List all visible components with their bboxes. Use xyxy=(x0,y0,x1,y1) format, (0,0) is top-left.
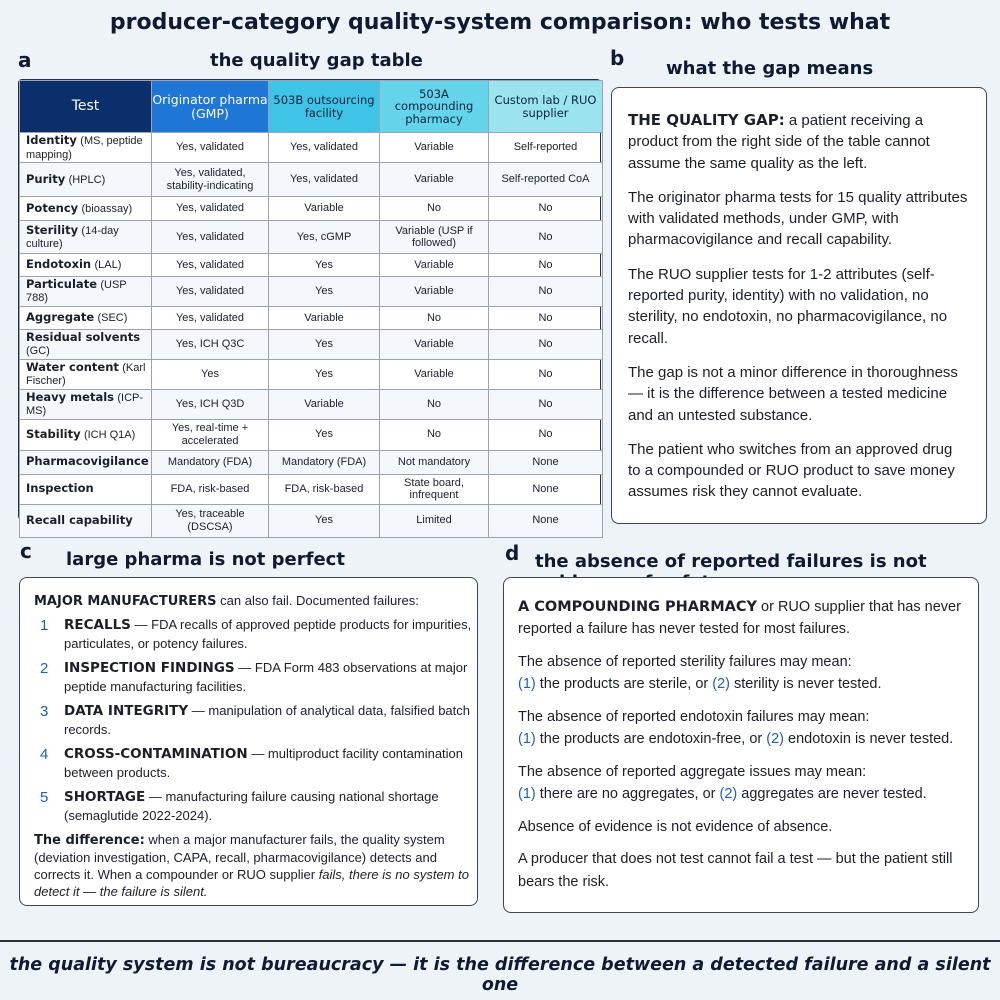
col-header-test: Test xyxy=(20,81,152,133)
table-row xyxy=(20,133,603,163)
table-cell: Yes, ICH Q3D xyxy=(152,389,269,419)
option-text: the products are endotoxin-free, or xyxy=(539,731,763,748)
panel-b-p3: The RUO supplier tests for 1-2 attributes (self-reported purity, identity) with no validation, no sterility, no endotoxin, no pharmacovigilance, no recall. xyxy=(628,265,948,347)
test-name: Aggregate xyxy=(26,310,95,325)
panel-d-final: A producer that does not test cannot fail a test — but the patient still bears the risk. xyxy=(518,851,953,890)
test-method: (Karl Fischer) xyxy=(26,361,146,388)
table-cell: Yes xyxy=(269,504,380,537)
failure-list xyxy=(34,616,474,824)
test-name: Endotoxin xyxy=(26,257,92,272)
table-cell: No xyxy=(380,197,489,221)
item-term: DATA INTEGRITY xyxy=(64,703,189,720)
test-method: (14-day culture) xyxy=(26,224,119,250)
table-cell: No xyxy=(380,389,489,419)
footer-statement: the quality system is not bureaucracy — it is the difference between a detected failure and a silent one xyxy=(9,955,991,995)
list-item xyxy=(34,616,474,652)
table-cell: No xyxy=(489,306,603,329)
table-cell: Variable xyxy=(380,163,489,197)
option-marker: (1) xyxy=(518,676,536,693)
option-text: sterility is never tested. xyxy=(734,676,882,693)
table-cell: No xyxy=(489,419,603,450)
table-cell: No xyxy=(380,419,489,450)
row-test-name xyxy=(20,221,152,254)
absence-block xyxy=(518,651,968,696)
test-method: (ICP-MS) xyxy=(26,391,144,418)
absence-line: The absence of reported endotoxin failures may mean: xyxy=(518,708,870,725)
panel-c-diff-lead: The difference: xyxy=(34,833,145,848)
item-text: — manufacturing failure causing national shortage (semaglutide 2022-2024). xyxy=(64,789,439,823)
table-row xyxy=(20,306,603,329)
test-method: (HPLC) xyxy=(68,173,106,186)
table-row xyxy=(20,389,603,419)
panel-a-heading: the quality gap table xyxy=(210,50,423,71)
table-cell: Yes, validated xyxy=(152,254,269,277)
table-cell: No xyxy=(489,197,603,221)
test-name: Particulate xyxy=(26,277,97,291)
table-row xyxy=(20,163,603,197)
table-cell: Variable xyxy=(269,197,380,221)
col-header-originator: Originator pharma (GMP) xyxy=(152,81,269,133)
option-marker: (2) xyxy=(712,676,730,693)
absence-block xyxy=(518,761,968,806)
table-cell: Variable xyxy=(380,133,489,163)
table-cell: Yes, validated xyxy=(269,163,380,197)
list-item xyxy=(34,788,474,824)
table-row xyxy=(20,277,603,307)
table-cell: Yes xyxy=(269,419,380,450)
table-cell: Yes, validated xyxy=(152,221,269,254)
panel-b-p5: The patient who switches from an approved drug to a compounded or RUO product to save money assumes risk they cannot evaluate. xyxy=(628,440,955,501)
panel-c-letter: c xyxy=(20,539,32,563)
panel-d-lead: A COMPOUNDING PHARMACY xyxy=(518,599,757,615)
row-test-name xyxy=(20,133,152,163)
item-text: — manipulation of analytical data, falsified batch records. xyxy=(64,703,470,737)
option-text: there are no aggregates, or xyxy=(539,786,716,803)
table-cell: FDA, risk-based xyxy=(269,474,380,504)
table-cell: Mandatory (FDA) xyxy=(152,450,269,474)
panel-b-letter: b xyxy=(610,46,625,70)
table-row xyxy=(20,450,603,474)
table-cell: No xyxy=(489,254,603,277)
test-name: Identity xyxy=(26,133,77,148)
option-text: aggregates are never tested. xyxy=(741,786,927,803)
panel-d-box xyxy=(503,577,979,913)
table-cell: Yes, validated xyxy=(269,133,380,163)
item-text: — multiproduct facility contamination between products. xyxy=(64,746,464,780)
table-cell: Yes, real-time + accelerated xyxy=(152,419,269,450)
panel-b-box xyxy=(611,87,987,524)
table-cell: Yes, traceable (DSCSA) xyxy=(152,504,269,537)
test-name: Water content xyxy=(26,359,119,374)
table-cell: No xyxy=(489,329,603,359)
table-row xyxy=(20,474,603,504)
table-cell: FDA, risk-based xyxy=(152,474,269,504)
row-test-name xyxy=(20,504,152,537)
table-cell: No xyxy=(489,359,603,389)
table-cell: Yes xyxy=(269,359,380,389)
panel-c-intro: can also fail. Documented failures: xyxy=(220,593,419,608)
table-cell: Self-reported xyxy=(489,133,603,163)
row-test-name xyxy=(20,306,152,329)
row-test-name xyxy=(20,163,152,197)
table-body xyxy=(20,133,603,538)
absence-block xyxy=(518,706,968,751)
table-cell: Variable xyxy=(380,359,489,389)
table-cell: Variable xyxy=(380,254,489,277)
table-cell: Limited xyxy=(380,504,489,537)
table-cell: Self-reported CoA xyxy=(489,163,603,197)
table-cell: Variable xyxy=(269,389,380,419)
test-name: Potency xyxy=(26,200,79,215)
absence-line: The absence of reported sterility failures may mean: xyxy=(518,653,852,670)
test-name: Heavy metals xyxy=(26,389,115,404)
table-cell: Mandatory (FDA) xyxy=(269,450,380,474)
table-row xyxy=(20,254,603,277)
panel-d-intro: or RUO supplier that has never reported a failure has never tested for most failures. xyxy=(518,599,961,638)
table-row xyxy=(20,504,603,537)
item-term: INSPECTION FINDINGS xyxy=(64,660,235,677)
panel-b-heading: what the gap means xyxy=(666,58,874,79)
test-name: Pharmacovigilance xyxy=(26,454,149,469)
footer-divider xyxy=(0,940,1000,942)
test-name: Purity xyxy=(26,171,66,186)
panel-c-box xyxy=(19,577,478,906)
table-cell: Variable xyxy=(380,277,489,307)
list-item xyxy=(34,745,474,781)
row-test-name xyxy=(20,254,152,277)
test-method: (MS, peptide mapping) xyxy=(26,135,143,161)
test-name: Inspection xyxy=(26,481,94,496)
table-row xyxy=(20,359,603,389)
option-text: the products are sterile, or xyxy=(539,676,709,693)
table-cell: Yes, validated xyxy=(152,277,269,307)
item-number: 3 xyxy=(40,703,49,721)
table-cell: None xyxy=(489,474,603,504)
table-cell: Yes, validated, stability-indicating xyxy=(152,163,269,197)
table-row xyxy=(20,329,603,359)
table-cell: Variable (USP if followed) xyxy=(380,221,489,254)
col-header-503a: 503A compounding pharmacy xyxy=(380,81,489,133)
panel-d-heading: the absence of reported failures is not xyxy=(535,551,927,572)
absence-line: The absence of reported aggregate issues may mean: xyxy=(518,763,867,780)
quality-gap-table xyxy=(18,79,601,533)
option-marker: (1) xyxy=(518,731,536,748)
option-marker: (2) xyxy=(719,786,738,803)
test-method: (LAL) xyxy=(94,259,122,272)
table-cell: Yes xyxy=(269,254,380,277)
row-test-name xyxy=(20,389,152,419)
item-term: SHORTAGE xyxy=(64,789,146,806)
table-cell: State board, infrequent xyxy=(380,474,489,504)
table-cell: No xyxy=(489,389,603,419)
panel-c-lead: MAJOR MANUFACTURERS xyxy=(34,594,217,609)
item-term: CROSS-CONTAMINATION xyxy=(64,746,248,763)
test-name: Residual solvents xyxy=(26,329,141,344)
absence-blocks xyxy=(518,651,968,806)
table-cell: Yes, validated xyxy=(152,133,269,163)
table-cell: No xyxy=(489,221,603,254)
table-cell: Yes xyxy=(152,359,269,389)
panel-c-diff-italic: fails, there is no system to detect it — the failure is silent. xyxy=(34,867,469,900)
list-item xyxy=(34,659,474,695)
test-name: Recall capability xyxy=(26,512,133,527)
table-row xyxy=(20,419,603,450)
panel-d-absence: Absence of evidence is not evidence of absence. xyxy=(518,818,833,835)
panel-b-p1: a patient receiving a product from the right side of the table cannot assume the same quality as the left. xyxy=(628,112,930,172)
table-cell: Yes, validated xyxy=(152,306,269,329)
table-cell: Yes, ICH Q3C xyxy=(152,329,269,359)
table-cell: No xyxy=(380,306,489,329)
test-method: (ICH Q1A) xyxy=(83,428,136,441)
test-name: Sterility xyxy=(26,222,79,237)
option-marker: (1) xyxy=(518,786,536,803)
table-row xyxy=(20,197,603,221)
row-test-name xyxy=(20,474,152,504)
table-cell: Yes, validated xyxy=(152,197,269,221)
table-cell: Yes xyxy=(269,277,380,307)
table-cell: Yes, cGMP xyxy=(269,221,380,254)
item-number: 4 xyxy=(40,746,49,764)
table-cell: Yes xyxy=(269,329,380,359)
test-method: (SEC) xyxy=(97,312,128,325)
panel-b-p2: The originator pharma tests for 15 quality attributes with validated methods, under GMP, with pharmacovigilance and recall capability. xyxy=(628,188,968,249)
panel-c-diff-text: when a major manufacturer fails, the quality system (deviation investigation, CAPA, recall, pharmacovigilance) detects and corrects it. When a compounder or RUO supplier xyxy=(34,832,445,883)
test-name: Stability xyxy=(26,426,81,441)
item-text: — FDA Form 483 observations at major peptide manufacturing facilities. xyxy=(64,660,468,694)
table-cell: No xyxy=(489,277,603,307)
row-test-name xyxy=(20,450,152,474)
test-method: (USP 788) xyxy=(26,279,127,305)
row-test-name xyxy=(20,419,152,450)
row-test-name xyxy=(20,359,152,389)
table-row xyxy=(20,221,603,254)
table-cell: None xyxy=(489,450,603,474)
panel-b-p4: The gap is not a minor difference in thoroughness — it is the difference between a tested medicine and an untested substance. xyxy=(628,363,958,424)
list-item xyxy=(34,702,474,738)
item-number: 5 xyxy=(40,789,49,807)
item-term: RECALLS xyxy=(64,617,131,634)
panel-c-heading: large pharma is not perfect xyxy=(66,549,345,570)
table-cell: Variable xyxy=(269,306,380,329)
option-marker: (2) xyxy=(766,731,784,748)
item-text: — FDA recalls of approved peptide products for impurities, particulates, or potency failures. xyxy=(64,617,472,651)
item-number: 2 xyxy=(40,660,49,678)
test-method: (GC) xyxy=(26,345,50,358)
page-title: producer-category quality-system comparison: who tests what xyxy=(109,10,891,35)
option-text: endotoxin is never tested. xyxy=(788,731,954,748)
test-method: (bioassay) xyxy=(81,202,133,215)
col-header-ruo: Custom lab / RUO supplier xyxy=(489,81,603,133)
item-number: 1 xyxy=(40,617,49,635)
row-test-name xyxy=(20,277,152,307)
col-header-503b: 503B outsourcing facility xyxy=(269,81,380,133)
table-cell: Not mandatory xyxy=(380,450,489,474)
row-test-name xyxy=(20,329,152,359)
panel-b-lead: THE QUALITY GAP: xyxy=(628,111,785,129)
row-test-name xyxy=(20,197,152,221)
table-cell: Variable xyxy=(380,329,489,359)
panel-a-letter: a xyxy=(18,48,32,72)
panel-d-letter: d xyxy=(505,541,520,565)
table-cell: None xyxy=(489,504,603,537)
